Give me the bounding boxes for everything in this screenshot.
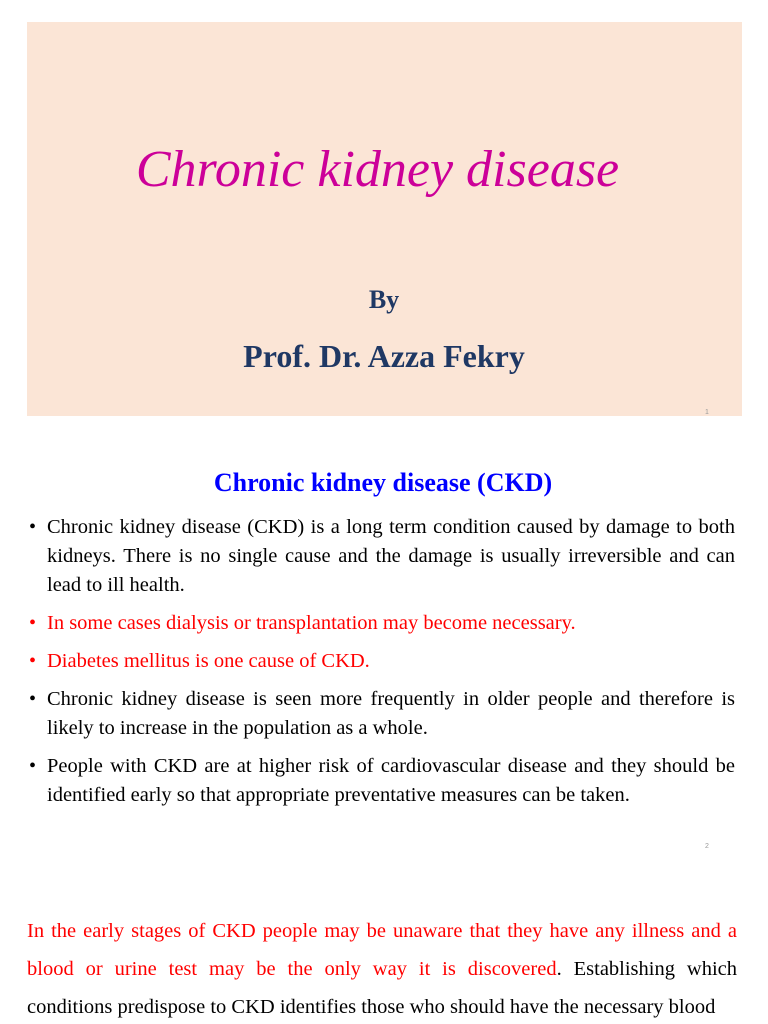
- bullet-item: [27, 513, 735, 600]
- bullet-item: [27, 752, 735, 810]
- bullet-list: [27, 513, 735, 819]
- author-name: Prof. Dr. Azza Fekry: [243, 338, 525, 374]
- bullet-text: Diabetes mellitus is one cause of CKD.: [47, 650, 370, 672]
- by-label: By: [368, 285, 400, 314]
- bullet-icon: •: [29, 516, 37, 538]
- slide-heading: Chronic kidney disease (CKD): [213, 468, 553, 497]
- bullet-icon: •: [29, 650, 37, 672]
- bullet-icon: •: [29, 688, 37, 710]
- bullet-text: Chronic kidney disease is seen more frequently in older people and therefore is likely to increase in the population as a whole.: [47, 688, 735, 739]
- bullet-text: Chronic kidney disease (CKD) is a long term condition caused by damage to both kidneys. There is no single cause and the damage is usually irreversible and can lead to ill health.: [47, 516, 735, 596]
- presentation-title: Chronic kidney disease: [135, 141, 620, 198]
- bullet-text: In some cases dialysis or transplantation may become necessary.: [47, 612, 576, 634]
- bullet-item: [27, 609, 735, 638]
- bullet-icon: •: [29, 755, 37, 777]
- body-text: . Establishing which conditions predispose to CKD identifies those who should have the necessary blood: [27, 958, 737, 1018]
- slide-number: 2: [705, 843, 709, 850]
- bullet-icon: •: [29, 612, 37, 634]
- title-slide: [27, 22, 742, 416]
- paragraph-slide: [27, 912, 737, 1024]
- slide-number: 1: [705, 409, 709, 416]
- bullet-text: People with CKD are at higher risk of cardiovascular disease and they should be identified early so that appropriate preventative measures can be taken.: [47, 755, 735, 806]
- content-slide: [27, 440, 742, 860]
- bullet-item: [27, 685, 735, 743]
- emphasis-text: In the early stages of CKD people may be unaware that they have any illness and a blood or urine test may be the only way it is discovered: [27, 920, 737, 980]
- bullet-item: [27, 647, 735, 676]
